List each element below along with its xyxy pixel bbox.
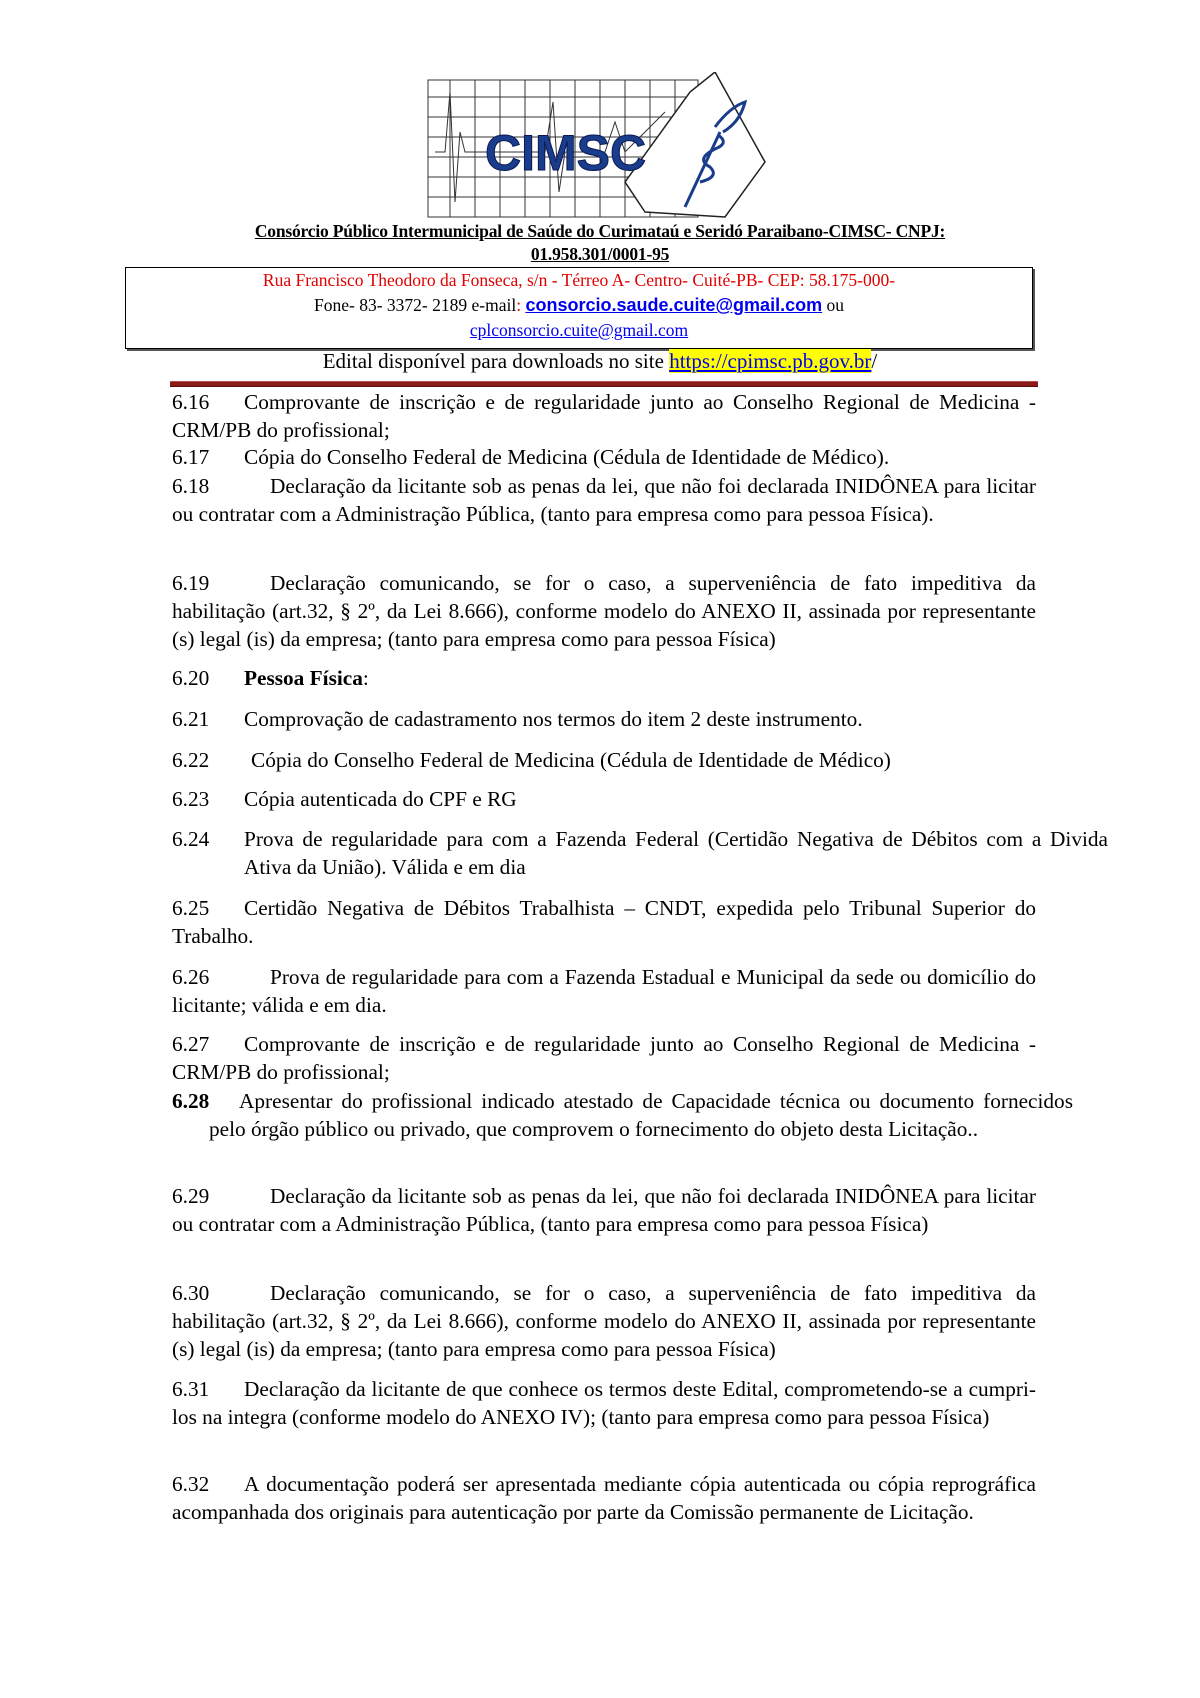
item-number: 6.25 xyxy=(172,896,210,920)
item-6-16 xyxy=(172,389,1036,445)
item-text: Prova de regularidade para com a Fazenda Estadual e Municipal da sede ou domicílio do licitante; válida e em dia. xyxy=(172,965,1036,1017)
item-number: 6.18 xyxy=(172,474,210,498)
item-text: Pessoa Física xyxy=(244,666,363,690)
item-text: Declaração da licitante sob as penas da lei, que não foi declarada INIDÔNEA para licitar ou contratar com a Administração Pública, (tanto para empresa como para pessoa Física) xyxy=(172,1184,1036,1236)
item-number: 6.20 xyxy=(172,666,210,690)
item-number: 6.27 xyxy=(172,1032,210,1056)
item-text: Comprovação de cadastramento nos termos do item 2 deste instrumento. xyxy=(244,707,863,731)
item-number: 6.32 xyxy=(172,1472,210,1496)
edital-notice xyxy=(120,349,1080,374)
item-text: Comprovante de inscrição e de regularidade junto ao Conselho Regional de Medicina - CRM/PB do profissional; xyxy=(172,1032,1036,1084)
email-link-1[interactable]: consorcio.saude.cuite@gmail.com xyxy=(525,295,823,315)
site-link[interactable]: https://cpimsc.pb.gov.br xyxy=(669,349,872,373)
item-6-22 xyxy=(172,747,1036,775)
item-number: 6.31 xyxy=(172,1377,210,1401)
item-6-30 xyxy=(172,1280,1036,1363)
contact-box xyxy=(125,267,1033,349)
item-6-24 xyxy=(172,826,1108,882)
item-number: 6.22 xyxy=(172,748,210,772)
item-number: 6.29 xyxy=(172,1184,210,1208)
item-text: Cópia do Conselho Federal de Medicina (Cédula de Identidade de Médico). xyxy=(244,445,890,469)
item-number: 6.23 xyxy=(172,787,210,811)
item-number: 6.19 xyxy=(172,571,210,595)
item-6-25 xyxy=(172,895,1036,951)
item-6-20 xyxy=(172,665,1036,693)
site-slash: / xyxy=(871,349,878,373)
item-number: 6.28 xyxy=(172,1089,210,1113)
item-text: Apresentar do profissional indicado atestado de Capacidade técnica ou documento fornecidos pelo órgão público ou privado, que comprovem o fornecimento do objeto desta Licitação.. xyxy=(209,1089,1073,1141)
item-6-17 xyxy=(172,444,1036,472)
colon: : xyxy=(516,295,522,315)
item-6-31 xyxy=(172,1376,1036,1432)
item-6-32 xyxy=(172,1471,1036,1527)
item-number: 6.17 xyxy=(172,445,210,469)
item-6-29 xyxy=(172,1183,1036,1239)
item-6-21 xyxy=(172,706,1036,734)
or-text: ou xyxy=(826,295,844,315)
item-text: Declaração da licitante sob as penas da lei, que não foi declarada INIDÔNEA para licitar ou contratar com a Administração Pública, (tanto para empresa como para pessoa Física). xyxy=(172,474,1036,526)
cimsc-logo xyxy=(425,72,785,222)
item-6-27 xyxy=(172,1031,1036,1087)
item-text: Prova de regularidade para com a Fazenda Federal (Certidão Negativa de Débitos com a Divida Ativa da União). Válida e em dia xyxy=(244,827,1108,879)
org-cnpj: 01.958.301/0001-95 xyxy=(530,244,670,264)
email-link-2[interactable]: cplconsorcio.cuite@gmail.com xyxy=(469,320,689,340)
item-text: Cópia do Conselho Federal de Medicina (Cédula de Identidade de Médico) xyxy=(251,748,891,772)
item-6-19 xyxy=(172,570,1036,653)
item-6-23 xyxy=(172,786,1036,814)
item-text: Comprovante de inscrição e de regularidade junto ao Conselho Regional de Medicina - CRM/PB do profissional; xyxy=(172,390,1036,442)
item-suffix: : xyxy=(362,666,369,690)
item-number: 6.21 xyxy=(172,707,210,731)
item-6-28 xyxy=(172,1088,1073,1144)
item-number: 6.24 xyxy=(172,827,210,851)
item-text: Cópia autenticada do CPF e RG xyxy=(244,787,517,811)
item-text: Certidão Negativa de Débitos Trabalhista – CNDT, expedida pelo Tribunal Superior do Trabalho. xyxy=(172,896,1036,948)
org-title: Consórcio Público Intermunicipal de Saúde do Curimataú e Seridó Paraibano-CIMSC- CNPJ: xyxy=(254,221,946,241)
item-6-26 xyxy=(172,964,1036,1020)
item-6-18 xyxy=(172,473,1036,529)
logo-text: CIMSC xyxy=(485,125,647,181)
item-number: 6.26 xyxy=(172,965,210,989)
item-text: Declaração comunicando, se for o caso, a superveniência de fato impeditiva da habilitação (art.32, § 2º, da Lei 8.666), conforme modelo do ANEXO II, assinada por representante (s) legal (is) da empresa; (tanto para empresa como para pessoa Física) xyxy=(172,571,1036,651)
item-text: Declaração da licitante de que conhece os termos deste Edital, comprometendo-se a cumpri-los na integra (conforme modelo do ANEXO IV); (tanto para empresa como para pessoa Física) xyxy=(172,1377,1036,1429)
phone: Fone- 83- 3372- 2189 e-mail xyxy=(314,295,517,315)
contact-line xyxy=(126,293,1032,318)
edital-text: Edital disponível para downloads no site xyxy=(322,349,670,373)
header-divider xyxy=(170,381,1038,387)
item-number: 6.30 xyxy=(172,1281,210,1305)
item-number: 6.16 xyxy=(172,390,210,414)
item-text: Declaração comunicando, se for o caso, a superveniência de fato impeditiva da habilitação (art.32, § 2º, da Lei 8.666), conforme modelo do ANEXO II, assinada por representante (s) legal (is) da empresa; (tanto para empresa como para pessoa Física) xyxy=(172,1281,1036,1361)
address: Rua Francisco Theodoro da Fonseca, s/n - Térreo A- Centro- Cuité-PB- CEP: 58.175-000- xyxy=(262,270,896,290)
item-text: A documentação poderá ser apresentada mediante cópia autenticada ou cópia reprográfica acompanhada dos originais para autenticação por parte da Comissão permanente de Licitação. xyxy=(172,1472,1036,1524)
